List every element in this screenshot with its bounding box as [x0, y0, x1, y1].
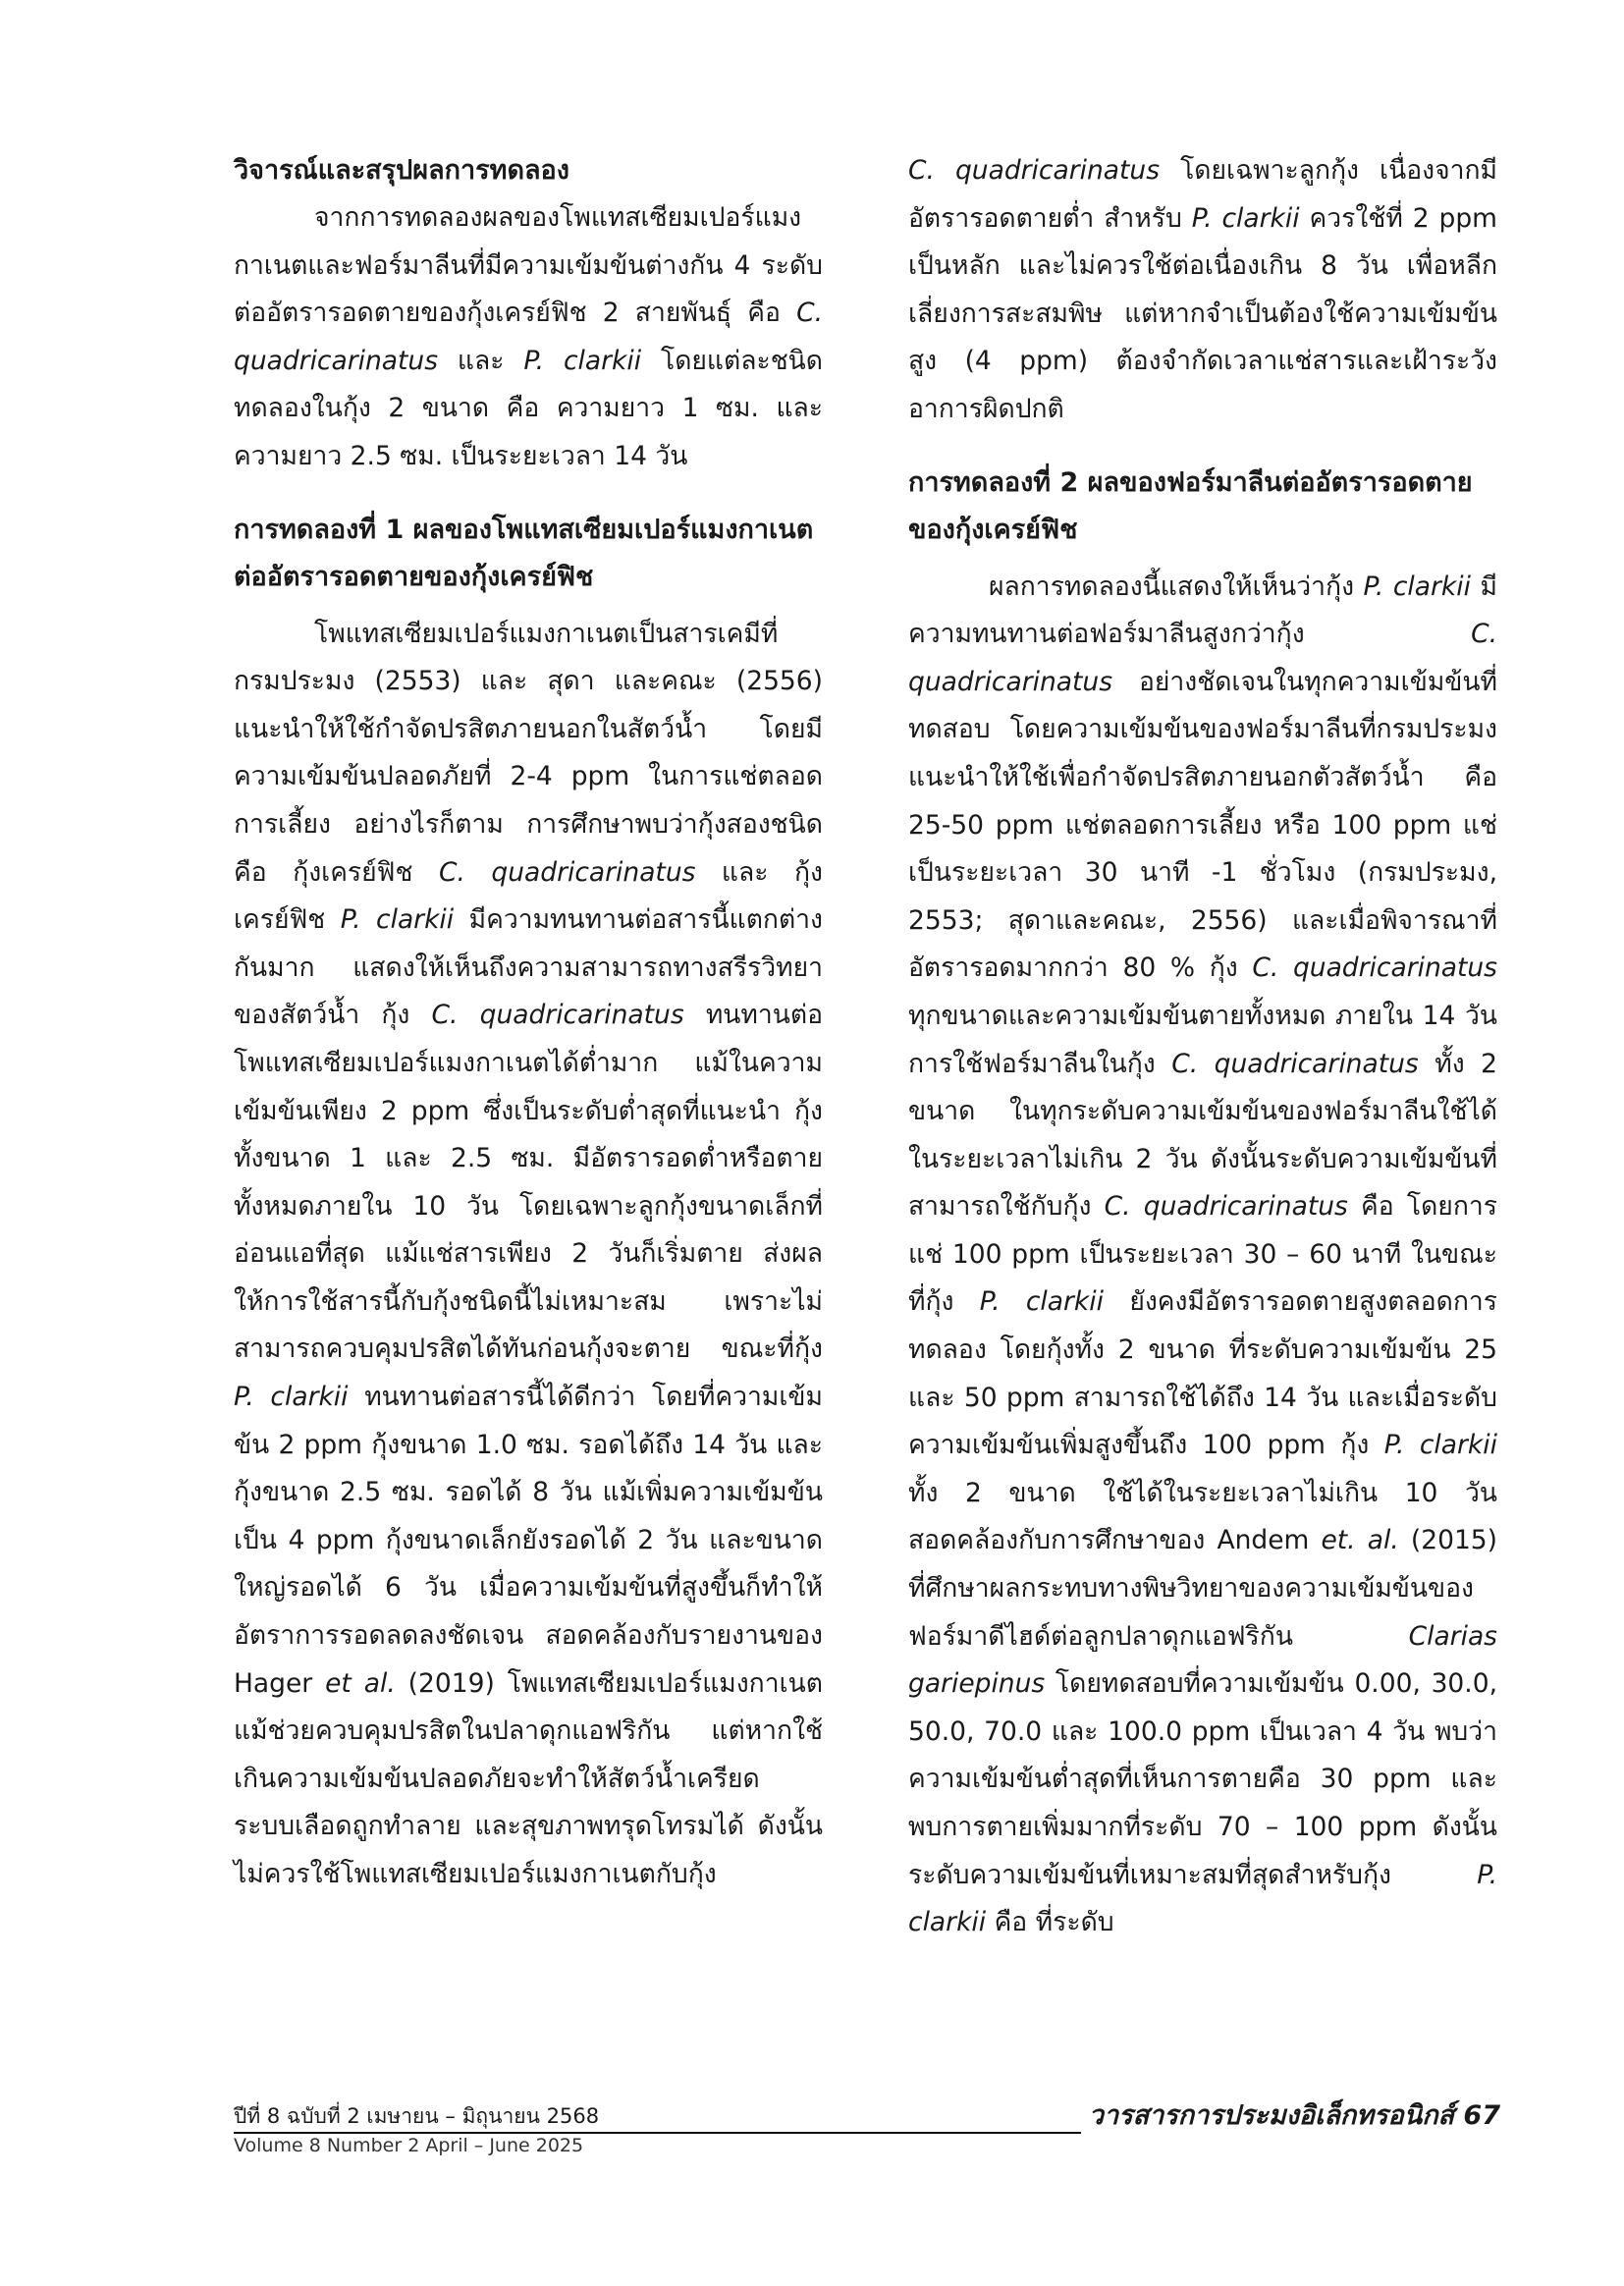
- section-heading-experiment-2: การทดลองที่ 2 ผลของฟอร์มาลีนต่ออัตรารอดตายของกุ้งเครย์ฟิช: [908, 466, 1473, 545]
- italic-term: Clarias gariepinus: [908, 1620, 1497, 1700]
- footer-journal-page: วารสารการประมงอิเล็กทรอนิกส์ 67: [1081, 2094, 1500, 2136]
- italic-term: C. quadricarinatus: [908, 155, 1161, 186]
- section-heading-discussion: วิจารณ์และสรุปผลการทดลอง: [234, 155, 569, 186]
- italic-term: C. quadricarinatus: [234, 298, 823, 376]
- italic-term: P. clarkii: [523, 345, 642, 376]
- italic-term: P. clarkii: [908, 1859, 1497, 1938]
- italic-term: C. quadricarinatus: [431, 1000, 684, 1031]
- paragraph-experiment-1: โพแทสเซียมเปอร์แมงกาเนตเป็นสารเคมีที่กรมประมง (2553) และ สุดา และคณะ (2556) แนะนำให้ใช้กำจัดปรสิตภายนอกในสัตว์น้ำ โดยมีความเข้มข้นปลอดภัยที่ 2-4 ppm ในการแช่ตลอดการเลี้ยง อย่างไรก็ตาม การศึกษาพบว่ากุ้งสองชนิด คือ กุ้งเครย์ฟิช C. quadricarinatus และ กุ้งเครย์ฟิช P. clarkii มีความทนทานต่อสารนี้แตกต่างกันมาก แสดงให้เห็นถึงความสามารถทางสรีรวิทยาของสัตว์น้ำ กุ้ง C. quadricarinatus ทนทานต่อโพแทสเซียมเปอร์แมงกาเนตได้ต่ำมาก แม้ในความเข้มข้นเพียง 2 ppm ซึ่งเป็นระดับต่ำสุดที่แนะนำ กุ้งทั้งขนาด 1 และ 2.5 ซม. มีอัตรารอดต่ำหรือตายทั้งหมดภายใน 10 วัน โดยเฉพาะลูกกุ้งขนาดเล็กที่อ่อนแอที่สุด แม้แช่สารเพียง 2 วันก็เริ่มตาย ส่งผลให้การใช้สารนี้กับกุ้งชนิดนี้ไม่เหมาะสม เพราะไม่สามารถควบคุมปรสิตได้ทันก่อนกุ้งจะตาย ขณะที่กุ้ง P. clarkii ทนทานต่อสารนี้ได้ดีกว่า โดยที่ความเข้มข้น 2 ppm กุ้งขนาด 1.0 ซม. รอดได้ถึง 14 วัน และกุ้งขนาด 2.5 ซม. รอดได้ 8 วัน แม้เพิ่มความเข้มข้นเป็น 4 ppm กุ้งขนาดเล็กยังรอดได้ 2 วัน และขนาดใหญ่รอดได้ 6 วัน เมื่อความเข้มข้นที่สูงขึ้นก็ทำให้อัตราการรอดลดลงชัดเจน สอดคล้องกับรายงานของ Hager et al. (2019) โพแทสเซียมเปอร์แมงกาเนตแม้ช่วยควบคุมปรสิตในปลาดุกแอฟริกัน แต่หากใช้เกินความเข้มข้นปลอดภัยจะทำให้สัตว์น้ำเครียด ระบบเลือดถูกทำลาย และสุขภาพทรุดโทรมได้ ดังนั้นไม่ควรใช้โพแทสเซียมเปอร์แมงกาเนตกับกุ้ง: [234, 618, 823, 1889]
- paragraph-experiment-2: ผลการทดลองนี้แสดงให้เห็นว่ากุ้ง P. clarkii มีความทนทานต่อฟอร์มาลีนสูงกว่ากุ้ง C. quadricarinatus อย่างชัดเจนในทุกความเข้มข้นที่ทดสอบ โดยความเข้มข้นของฟอร์มาลีนที่กรมประมงแนะนำให้ใช้เพื่อกำจัดปรสิตภายนอกตัวสัตว์น้ำ คือ 25-50 ppm แช่ตลอดการเลี้ยง หรือ 100 ppm แช่เป็นระยะเวลา 30 นาที -1 ชั่วโมง (กรมประมง, 2553; สุดาและคณะ, 2556) และเมื่อพิจารณาที่อัตรารอดมากกว่า 80 % กุ้ง C. quadricarinatus ทุกขนาดและความเข้มข้นตายทั้งหมด ภายใน 14 วัน การใช้ฟอร์มาลีนในกุ้ง C. quadricarinatus ทั้ง 2 ขนาด ในทุกระดับความเข้มข้นของฟอร์มาลีนใช้ได้ในระยะเวลาไม่เกิน 2 วัน ดังนั้นระดับความเข้มข้นที่สามารถใช้กับกุ้ง C. quadricarinatus คือ โดยการแช่ 100 ppm เป็นระยะเวลา 30 – 60 นาที ในขณะที่กุ้ง P. clarkii ยังคงมีอัตรารอดตายสูงตลอดการทดลอง โดยกุ้งทั้ง 2 ขนาด ที่ระดับความเข้มข้น 25 และ 50 ppm สามารถใช้ได้ถึง 14 วัน และเมื่อระดับความเข้มข้นเพิ่มสูงขึ้นถึง 100 ppm กุ้ง P. clarkii ทั้ง 2 ขนาด ใช้ได้ในระยะเวลาไม่เกิน 10 วัน สอดคล้องกับการศึกษาของ Andem et. al. (2015) ที่ศึกษาผลกระทบทางพิษวิทยาของความเข้มข้นของฟอร์มาดีไฮด์ต่อลูกปลาดุกแอฟริกัน Clarias gariepinus โดยทดสอบที่ความเข้มข้น 0.00, 30.0, 50.0, 70.0 และ 100.0 ppm เป็นเวลา 4 วัน พบว่า ความเข้มข้นต่ำสุดที่เห็นการตายคือ 30 ppm และพบการตายเพิ่มมากที่ระดับ 70 – 100 ppm ดังนั้นระดับความเข้มข้นที่เหมาะสมที่สุดสำหรับกุ้ง P. clarkii คือ ที่ระดับ: [908, 571, 1497, 1938]
- footer-issue-english: Volume 8 Number 2 April – June 2025: [234, 2135, 584, 2156]
- italic-term: P. clarkii: [234, 1382, 349, 1413]
- section-heading-experiment-1: การทดลองที่ 1 ผลของโพแทสเซียมเปอร์แมงกาเนตต่ออัตรารอดตายของกุ้งเครย์ฟิช: [234, 514, 814, 592]
- italic-term: et. al.: [1321, 1525, 1399, 1556]
- italic-term: et al.: [325, 1667, 396, 1699]
- italic-term: P. clarkii: [340, 904, 455, 936]
- paragraph-experiment-1-cont: C. quadricarinatus โดยเฉพาะลูกกุ้ง เนื่องจากมีอัตรารอดตายต่ำ สำหรับ P. clarkii ควรใช้ที่ 2 ppm เป็นหลัก และไม่ควรใช้ต่อเนื่องเกิน 8 วัน เพื่อหลีกเลี่ยงการสะสมพิษ แต่หากจำเป็นต้องใช้ความเข้มข้นสูง (4 ppm) ต้องจำกัดเวลาแช่สารและเฝ้าระวังอาการผิดปกติ: [908, 155, 1497, 424]
- left-column: [234, 147, 823, 1899]
- italic-term: C. quadricarinatus: [438, 856, 696, 888]
- paragraph-intro: จากการทดลองผลของโพแทสเซียมเปอร์แมงกาเนตและฟอร์มาลีนที่มีความเข้มข้นต่างกัน 4 ระดับ ต่ออัตรารอดตายของกุ้งเครย์ฟิช 2 สายพันธุ์ คือ C. quadricarinatus และ P. clarkii โดยแต่ละชนิดทดลองในกุ้ง 2 ขนาด คือ ความยาว 1 ซม. และ ความยาว 2.5 ซม. เป็นระยะเวลา 14 วัน: [234, 202, 824, 471]
- italic-term: C. quadricarinatus: [1171, 1048, 1419, 1079]
- footer-issue: [234, 2101, 599, 2160]
- footer-issue-thai: ปีที่ 8 ฉบับที่ 2 เมษายน – มิถุนายน 2568: [234, 2104, 600, 2128]
- italic-term: P. clarkii: [1383, 1430, 1497, 1461]
- italic-term: P. clarkii: [1363, 571, 1471, 602]
- italic-term: P. clarkii: [1191, 202, 1300, 234]
- italic-term: P. clarkii: [979, 1286, 1104, 1318]
- italic-term: C. quadricarinatus: [1252, 952, 1497, 984]
- right-column: [908, 147, 1497, 1947]
- italic-term: C. quadricarinatus: [1104, 1191, 1348, 1223]
- italic-term: C. quadricarinatus: [908, 619, 1497, 697]
